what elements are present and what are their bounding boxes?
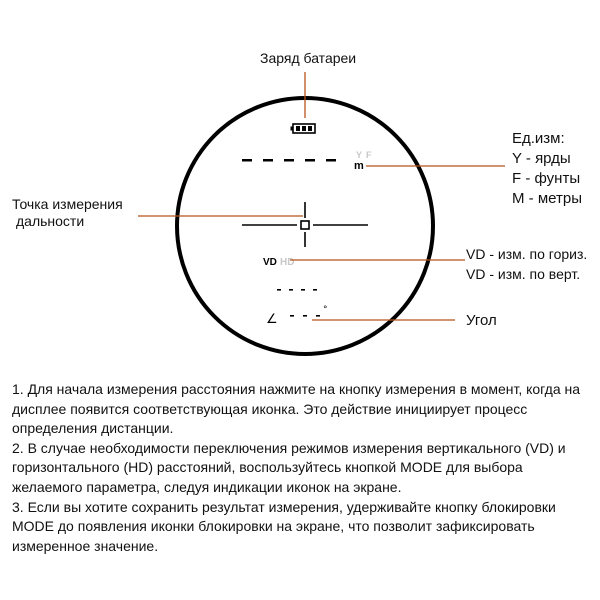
range-point-label-line1: Точка измерения [12,196,123,212]
units-yards: Y - ярды [512,150,571,167]
angle-value-dashes [290,315,320,317]
degree-symbol: ° [323,305,328,315]
secondary-value-dashes [277,289,317,291]
crosshair-reticle [242,202,368,247]
unit-f-indicator: F [366,150,372,160]
units-meters: M - метры [512,190,582,207]
unit-y-indicator: Y [356,150,363,160]
vd-vertical-label: VD - изм. по верт. [466,266,581,282]
units-title: Ед.изм: [512,130,565,147]
vd-indicator: VD [263,257,277,268]
hd-indicator: HD [280,257,295,268]
unit-m-indicator: m [354,160,364,172]
battery-icon [291,124,316,133]
center-point-marker [301,221,309,229]
instruction-2: 2. В случае необходимости переключения режимов измерения вертикального (VD) и горизонтального (HD) расстояний, воспользуйтесь кнопкой MODE для выбора желаемого параметра, следуя индикации иконок на экране. [12,439,566,495]
instruction-3: 3. Если вы хотите сохранить результат измерения, удерживайте кнопку блокировки MODE до появления иконки блокировки на экране, что позволит зафиксировать измеренное значение. [12,498,556,554]
battery-label: Заряд батареи [260,50,357,66]
angle-symbol: ∠ [266,312,278,327]
range-point-label-line2: дальности [16,213,85,229]
distance-digit-dashes [242,159,336,162]
instruction-1: 1. Для начала измерения расстояния нажмите на кнопку измерения в момент, когда на дисплее появится соответствующая иконка. Это действие инициирует процесс определения дистанции. [12,381,581,437]
instructions-text [12,380,596,556]
angle-label: Угол [466,312,497,329]
callout-lines [138,72,505,320]
units-feet: F - фунты [512,170,581,187]
vd-horizontal-label: VD - изм. по гориз. [466,246,588,262]
